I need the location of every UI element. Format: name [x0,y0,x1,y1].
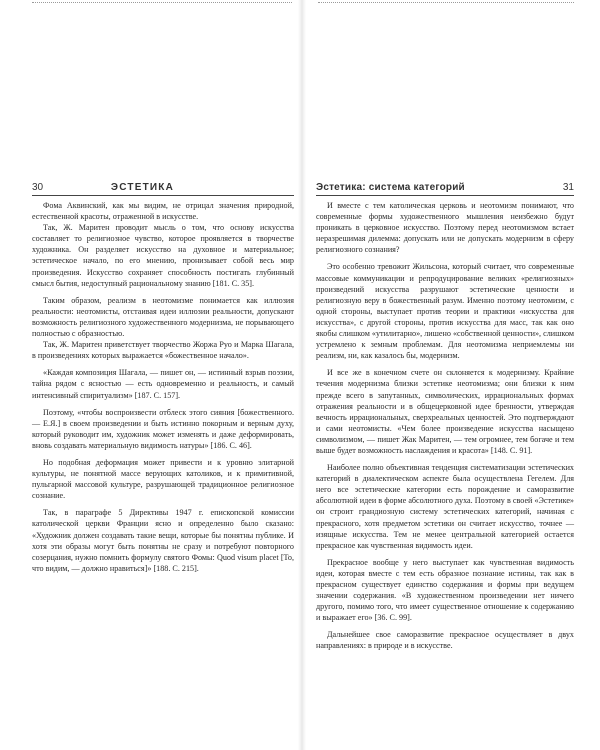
left-running-header [32,182,294,196]
paragraph: Поэтому, «чтобы воспроизвести отблеск этого сияния [божественного. — Е.Я.] в своем произведении и быть истинно покорным и верным духу, который руководит им, художник может изменять и даже деформировать, вновь создавать материальную видимость натуры» [186. С. 46]. [32,407,294,450]
paragraph: Таким образом, реализм в неотомизме понимается как иллюзия реальности: неотомисты, отстаивая идеи иллюзии реальности, допускают возможность религиозного художественного модернизма, не порывающего полностью с образностью. [32,295,294,339]
paragraph: Дальнейшее свое саморазвитие прекрасное осуществляет в двух направлениях: в природе и в искусстве. [316,630,574,651]
paragraph: Так, Ж. Маритен приветствует творчество Жоржа Руо и Марка Шагала, в произведениях которых выражается «божественное начало». [32,340,294,361]
paragraph: Так, Ж. Маритен проводит мысль о том, что основу искусства составляет то религиозное чувство, которое проявляется в творчестве художника. Он разделяет искусство на духовное и материальное; эстетическое начало, по его мнению, пронизывает собой весь мир произведения. Искусство сохраняет способность постигать глубинный смысл бытия, недоступный рациональному знанию [181. С. 35]. [32,223,294,288]
right-running-title: Эстетика: система категорий [316,182,465,193]
paragraph: Фома Аквинский, как мы видим, не отрицал значения природной, естественной красоты, отраженной в искусстве. [32,201,294,222]
left-page-number: 30 [32,182,44,193]
right-running-header [316,182,574,196]
book-spine [298,0,306,750]
paragraph: Прекрасное вообще у него выступает как чувственная видимость идеи, которая вместе с тем есть образное познание истины, так как в прекрасном существует единство содержания и формы при ведущем значении содержания. «В художественном произведении нет ничего другого, помимо того, что имеет существенное отношение к содержанию и выражает его» [36. С. 99]. [316,557,574,623]
right-page-body [316,200,574,652]
left-page [32,182,294,574]
paragraph: Так, в параграфе 5 Директивы 1947 г. епископской комиссии католической церкви Франции ясно и определенно было сказано: «Художник должен создавать такие вещи, которые бы понятны публике. И хотя эти образы могут быть понятны не сразу и потребуют повторного созерцания, нужно помнить формулу святого Фомы: Quod visum placet [То, что видим, — должно нравиться]» [188. С. 215]. [32,508,294,573]
paragraph: Это особенно тревожит Жильсона, который считает, что современные массовые коммуникации и репродуцирование великих «религиозных» произведений искусства разрушают эстетические ценности и религиозную веру в божественный разум. Именно поэтому неотомизм, с одной стороны, выступает против теории и практики «искусства для искусства», с другой стороны, против искусства для масс, так как оно якобы слишком «утилитарно», лишено «собственной ценности», слишком устремлено к земным проблемам. Для неотомизма неприемлемы ни реализм, ни, как казалось бы, модернизм. [316,262,574,361]
paragraph: Наиболее полно объективная тенденция систематизации эстетических категорий в диалектическом аспекте была осуществлена Гегелем. Для него все эстетические категории есть порождение и саморазвитие абсолютной идеи в форме абсолютного духа. Поэтому в своей «Эстетике» он строит грандиозную систему эстетических категорий, начиная с прекрасного, хотя предметом эстетики он считает искусство, точнее — изящные искусства. Тем не менее центральной категорией остается прекрасное как чувственная видимость идеи. [316,463,574,550]
bleed-right [318,0,574,3]
paragraph: «Каждая композиция Шагала, — пишет он, — истинный взрыв поэзии, тайна рядом с ясностью — есть одновременно и реальность, и самый интенсивный спиритуализм» [187. С. 157]. [32,368,294,400]
paragraph: И вместе с тем католическая церковь и неотомизм понимают, что современные формы художественного мышления неизбежно будут проникать в церковное искусство. Поэтому перед неотомизмом встает неразрешимая дилемма: допускать или не допускать модернизм в сферу религиозного сознания? [316,201,574,255]
bleed-left [32,0,292,3]
paragraph: Но подобная деформация может привести и к уровню элитарной культуры, не понятной массе верующих католиков, и к примитивной, пульгарной массовой культуре, разрушающей традиционное религиозное сознание. [32,457,294,501]
right-page [316,182,574,652]
right-page-number: 31 [562,182,574,193]
left-page-body [32,200,294,574]
paragraph: И все же в конечном счете он склоняется к модернизму. Крайние течения модернизма близки эстетике неотомизма; они близки к ним прежде всего в запутанных, символических, иррациональных формах отражения реальности и в общецерковной идее бренности, утверждая вечность иррациональных, сверхреальных ценностей. Это подтверждают и сами неотомисты. «Чем более произведение искусства насыщено символизмом, — пишет Жак Маритен, — тем огромнее, тем богаче и тем выше будет возможность наслаждения и красота» [148. С. 91]. [316,368,574,455]
left-running-title: ЭСТЕТИКА [110,182,174,193]
